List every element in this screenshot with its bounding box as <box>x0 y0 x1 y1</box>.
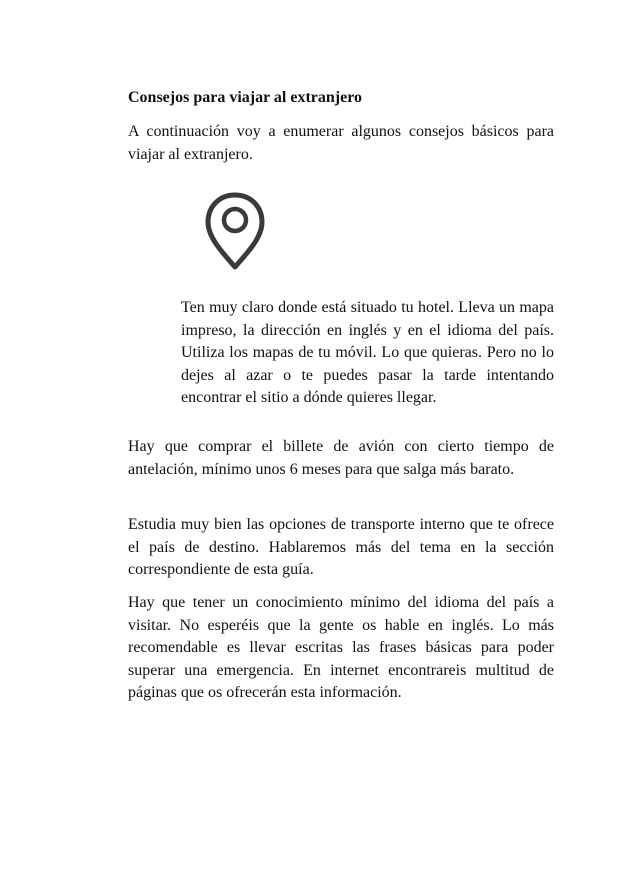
intro-paragraph: A continuación voy a enumerar algunos consejos básicos para viajar al extranjero. <box>128 123 554 163</box>
page-title: Consejos para viajar al extranjero <box>128 89 363 106</box>
map-pin-icon <box>203 191 267 271</box>
paragraph-flight: Hay que comprar el billete de avión con cierto tiempo de antelación, mínimo unos 6 meses para que salga más barato. <box>128 438 554 478</box>
paragraph-language: Hay que tener un conocimiento mínimo del idioma del país a visitar. No esperéis que la gente os hable en inglés. Lo más recomendable es llevar escritas las frases básicas para poder superar una emergencia. En internet encontrareis multitud de páginas que os ofrecerán esta información. <box>128 594 554 701</box>
hotel-tip-paragraph: Ten muy claro donde está situado tu hotel. Lleva un mapa impreso, la dirección en inglés y en el idioma del país. Utiliza los mapas de tu móvil. Lo que quieras. Pero no lo dejes al azar o te puedes pasar la tarde intentando encontrar el sitio a dónde quieres llegar. <box>181 299 554 406</box>
paragraph-transport: Estudia muy bien las opciones de transporte interno que te ofrece el país de destino. Hablaremos más del tema en la sección correspondiente de esta guía. <box>128 516 554 578</box>
